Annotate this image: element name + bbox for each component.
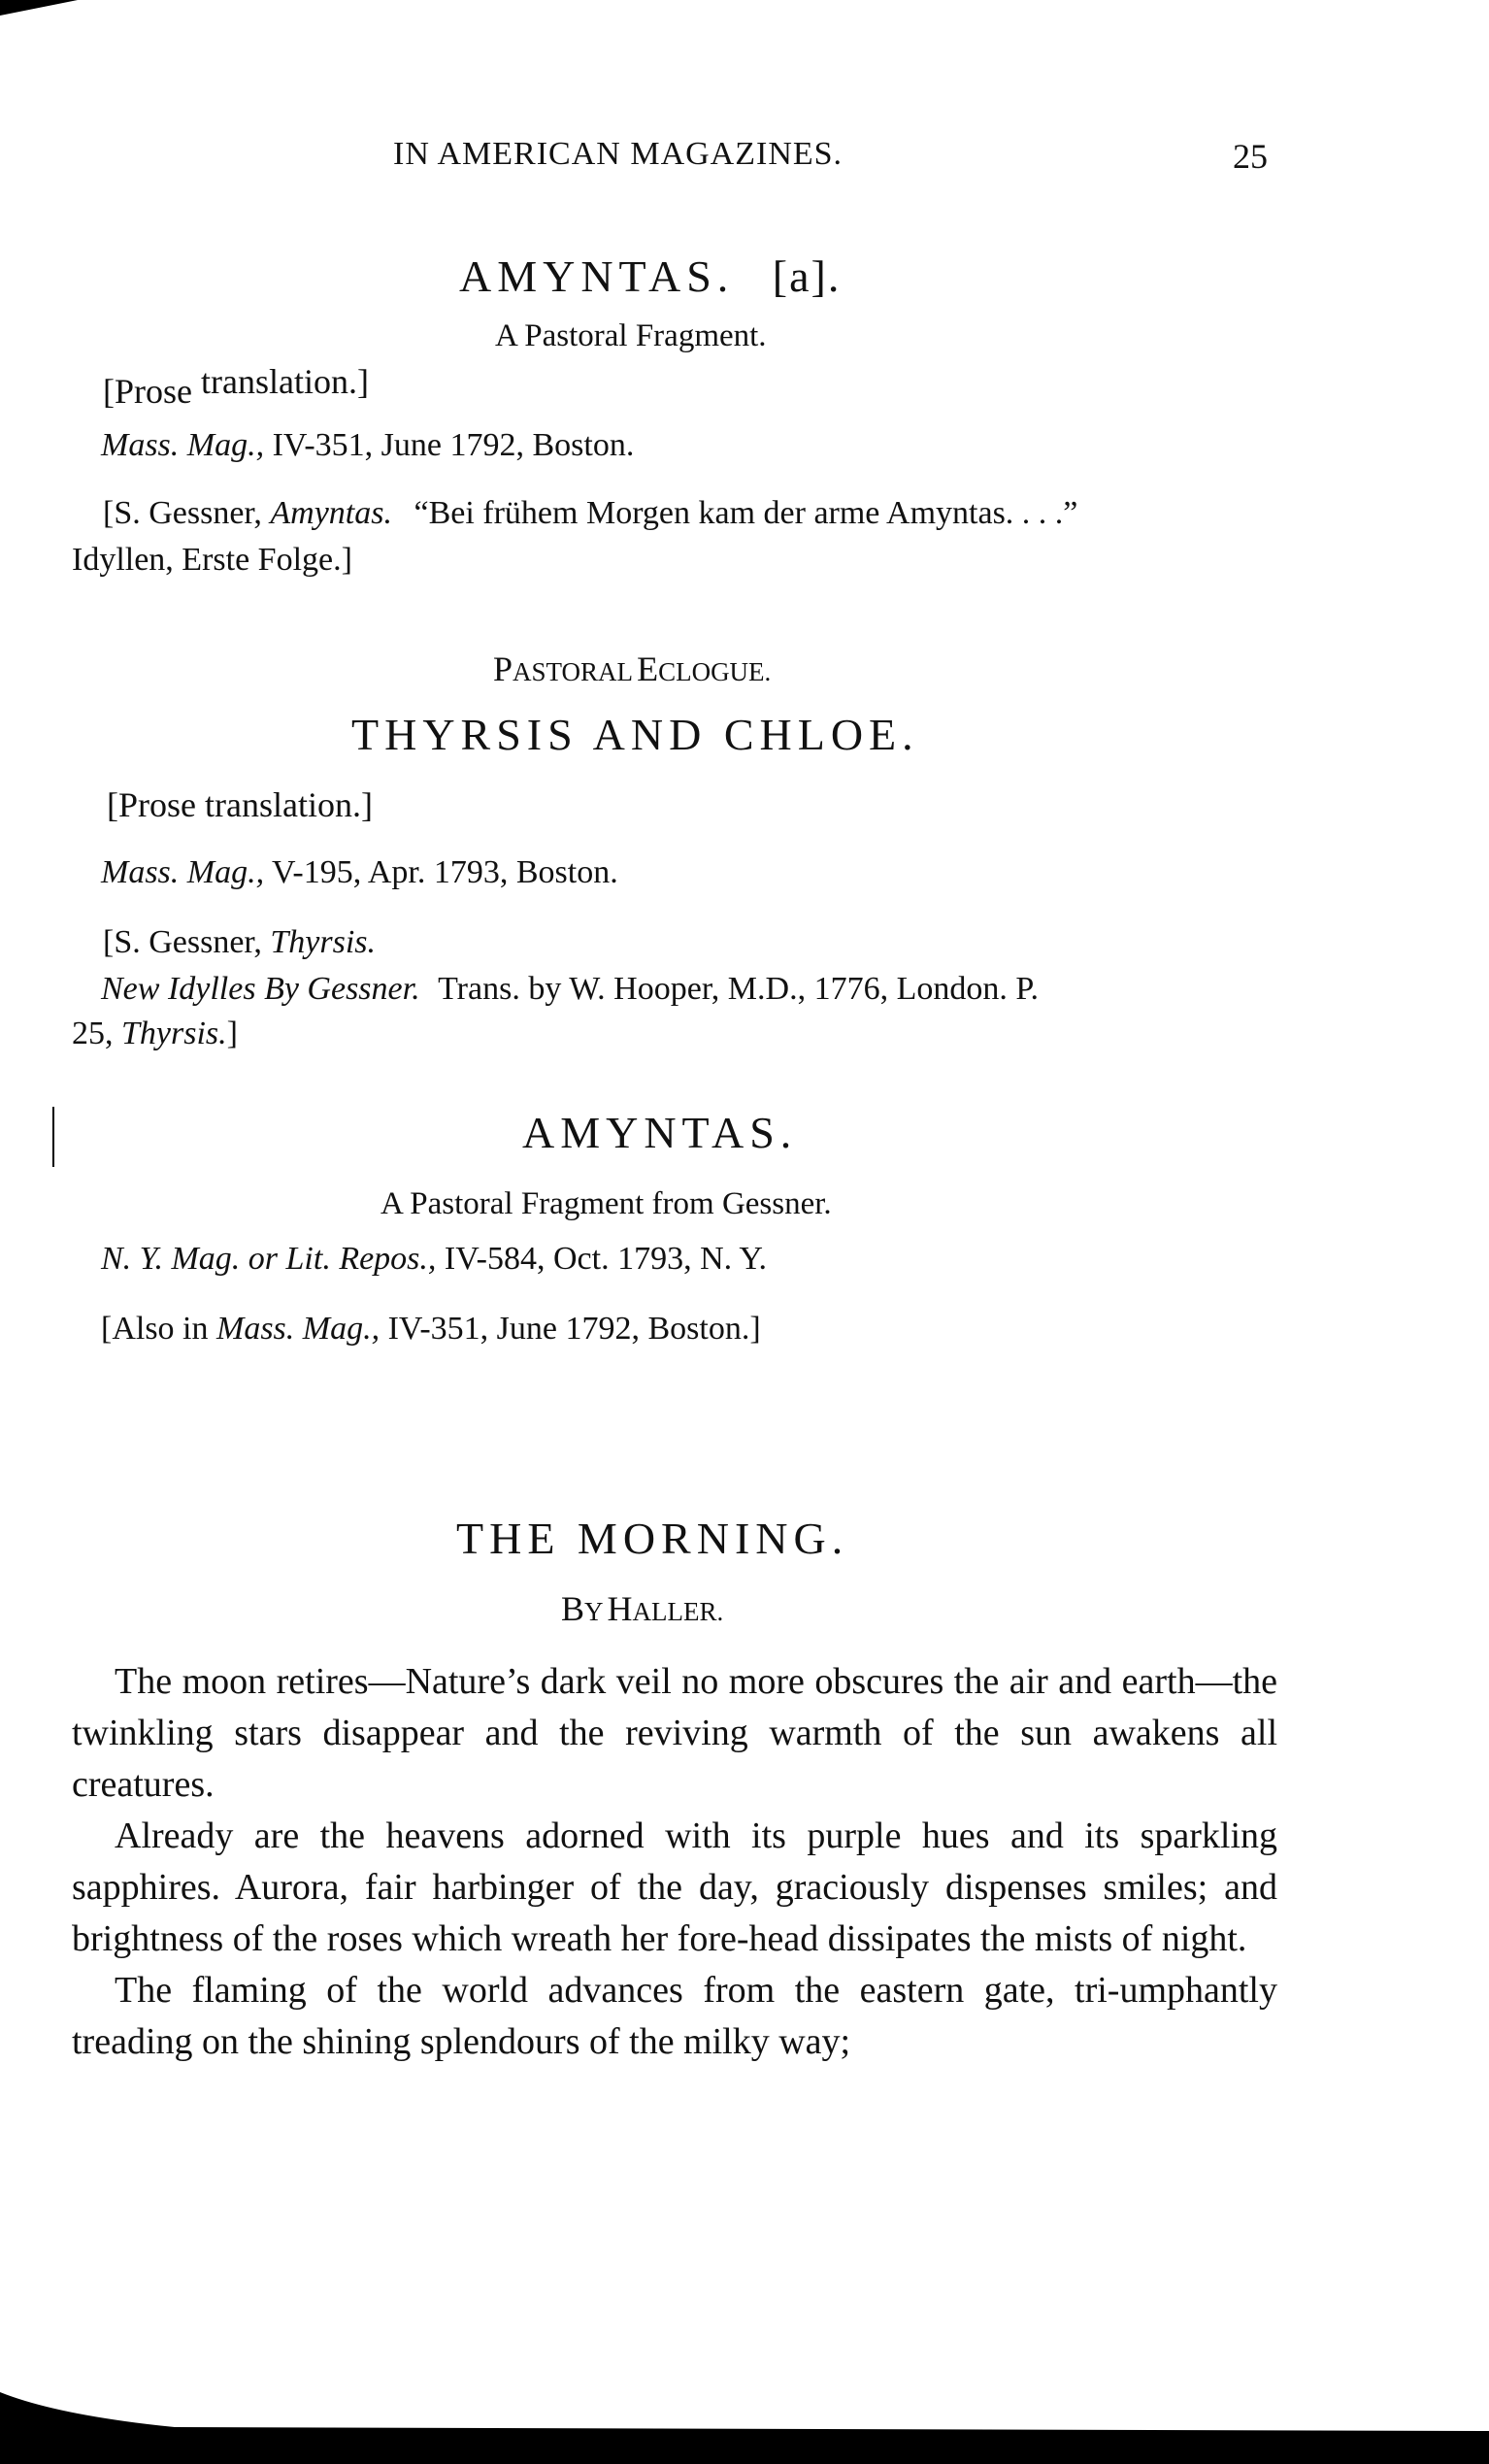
scan-corner-shadow [0, 0, 78, 16]
citation-detail: IV-584, Oct. 1793, N. Y. [444, 1241, 768, 1277]
sc-initial: B [561, 1589, 585, 1628]
sc-initial: P [493, 649, 513, 688]
citation [101, 427, 634, 464]
body-text [72, 1656, 1277, 2068]
source-line-2 [101, 971, 1039, 1008]
section-heading-pastoral-eclogue [493, 649, 771, 689]
citation [101, 854, 618, 891]
paragraph: Already are the heavens adorned with its purple hues and its sparkling sapphires. Aurora, fair harbinger of the day, graciously dispenses smiles; and brightness of the roses which wreath her fore-head dissipates the mists of night. [72, 1815, 1277, 1959]
scan-bottom-shadow [0, 2386, 1489, 2464]
running-title: IN AMERICAN MAGAZINES. [393, 136, 844, 172]
entry-subtitle: A Pastoral Fragment from Gessner. [381, 1186, 832, 1221]
source-line-2: Idyllen, Erste Folge.] [72, 542, 352, 578]
paragraph: The moon retires—Nature’s dark veil no more obscures the air and earth—the twinkling stars disappear and the reviving warmth of the sun awakens all creatures. [72, 1661, 1277, 1805]
sc-initial: E [637, 649, 659, 688]
source-book: New Idylles By Gessner. [101, 971, 420, 1007]
source-line [103, 924, 376, 961]
citation-magazine: Mass. Mag., [101, 854, 265, 890]
citation [101, 1241, 767, 1278]
entry-title-note: [a]. [772, 251, 842, 301]
entry-title-thyrsis-and-chloe: THYRSIS AND CHLOE. [351, 710, 919, 759]
sc-initial: H [607, 1589, 633, 1628]
sc-rest: Y [584, 1597, 604, 1626]
source-work: Thyrsis. [270, 924, 377, 960]
source-close: ] [226, 1016, 238, 1051]
also-detail: IV-351, June 1792, Boston.] [387, 1311, 761, 1347]
margin-mark [52, 1107, 54, 1167]
source-line-3 [72, 1016, 238, 1052]
source-prefix: [S. Gessner, [103, 924, 262, 960]
also-magazine: Mass. Mag., [216, 1311, 381, 1347]
sc-rest: ASTORAL [513, 657, 634, 686]
entry-subtitle: A Pastoral Fragment. [495, 318, 767, 353]
type-note-part1: [Prose [103, 372, 192, 411]
citation-detail: V-195, Apr. 1793, Boston. [272, 854, 618, 890]
sc-rest: CLOGUE. [658, 657, 772, 686]
entry-title-the-morning: THE MORNING. [456, 1514, 849, 1563]
source-page: 25, [72, 1016, 114, 1051]
source-work: Amyntas. [270, 495, 392, 531]
sc-rest: ALLER. [632, 1597, 724, 1626]
entry-title-amyntas-2: AMYNTAS. [522, 1108, 798, 1157]
type-note-part2: translation.] [205, 785, 373, 824]
also-prefix: [Also in [101, 1311, 209, 1347]
entry-title-amyntas [459, 250, 841, 302]
source-quote: “Bei frühem Morgen kam der arme Amyntas. . . .” [414, 495, 1078, 531]
entry-title-text: AMYNTAS. [459, 251, 735, 301]
citation-magazine: Mass. Mag., [101, 427, 265, 463]
citation-magazine: N. Y. Mag. or Lit. Repos., [101, 1241, 437, 1277]
page-number: 25 [1233, 137, 1268, 176]
source-prefix: [S. Gessner, [103, 495, 262, 531]
byline [561, 1588, 723, 1629]
source-line [103, 495, 1077, 532]
paragraph: The flaming of the world advances from the eastern gate, tri-umphantly treading on the shining splendours of the milky way; [72, 1970, 1277, 2062]
type-note [103, 361, 369, 411]
source-book-detail: Trans. by W. Hooper, M.D., 1776, London. P. [438, 971, 1039, 1007]
type-note-part2: translation.] [201, 362, 369, 401]
also-in-note [101, 1311, 761, 1348]
type-note [107, 784, 373, 825]
citation-detail: IV-351, June 1792, Boston. [272, 427, 635, 463]
source-work: Thyrsis. [121, 1016, 227, 1051]
type-note-part1: [Prose [107, 785, 196, 824]
